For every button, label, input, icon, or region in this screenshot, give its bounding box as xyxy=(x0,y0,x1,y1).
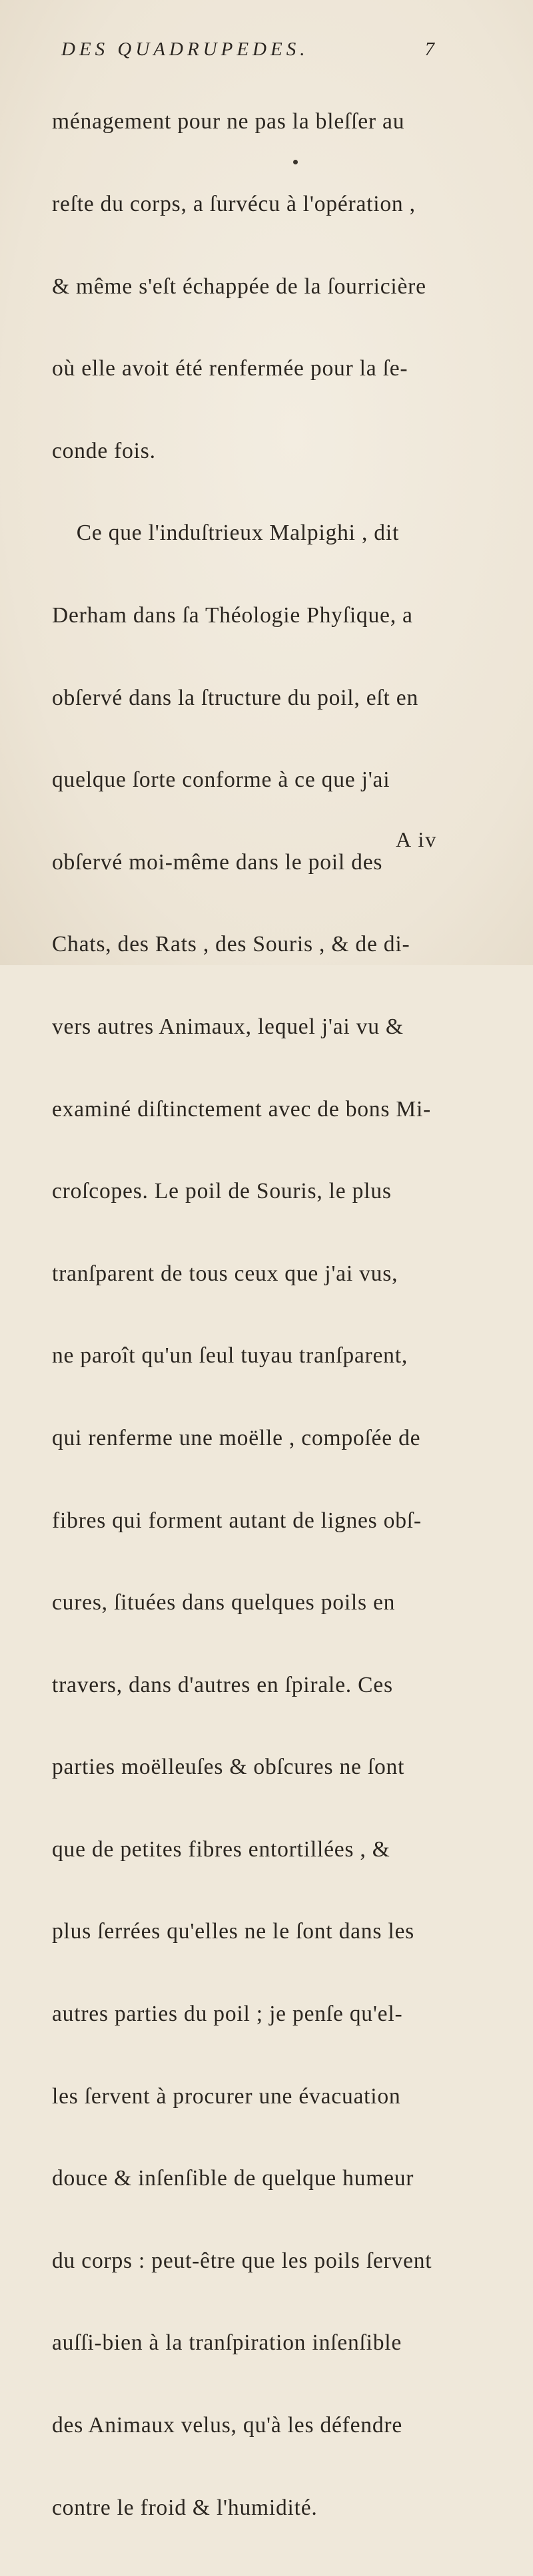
signature-mark: A iv xyxy=(396,827,438,851)
text-line: obſervé moi-même dans le poil des xyxy=(52,849,383,875)
text-line: douce & inſenſible de quelque humeur xyxy=(52,2166,414,2191)
running-title: DES QUADRUPEDES. xyxy=(61,39,309,60)
text-line: qui renferme une moëlle , compoſée de xyxy=(52,1425,421,1450)
text-line: examiné diſtinctement avec de bons Mi- xyxy=(52,1096,432,1122)
text-line: & même s'eſt échappée de la ſourricière xyxy=(52,274,426,299)
page-number: 7 xyxy=(424,39,434,60)
text-line: croſcopes. Le poil de Souris, le plus xyxy=(52,1179,392,1204)
text-line: des Animaux velus, qu'à les défendre xyxy=(52,2413,403,2438)
text-line: vers autres Animaux, lequel j'ai vu & xyxy=(52,1014,404,1039)
text-line: plus ſerrées qu'elles ne le ſont dans les xyxy=(52,1919,414,1944)
text-line: fibres qui forment autant de lignes obſ- xyxy=(52,1508,422,1533)
text-line: parties moëlleuſes & obſcures ne ſont xyxy=(52,1755,405,1780)
text-line: quelque ſorte conforme à ce que j'ai xyxy=(52,767,390,793)
text-line: ménagement pour ne pas la bleſſer au xyxy=(52,109,405,134)
body-text xyxy=(52,53,438,2576)
text-line: Ce que l'induſtrieux Malpighi , dit xyxy=(52,521,400,546)
text-line: où elle avoit été renfermée pour la ſe- xyxy=(52,356,408,381)
text-line: obſervé dans la ſtructure du poil, eſt en xyxy=(52,685,419,710)
text-line: cures, ſituées dans quelques poils en xyxy=(52,1590,396,1615)
text-line: du corps : peut-être que les poils ſervent xyxy=(52,2248,432,2273)
text-line: reſte du corps, a ſurvécu à l'opération , xyxy=(52,192,416,216)
text-line: Chats, des Rats , des Souris , & de di- xyxy=(52,932,410,957)
text-line: que de petites fibres entortillées , & xyxy=(52,1836,390,1862)
text-line: autres parties du poil ; je penſe qu'el- xyxy=(52,2002,403,2027)
text-line: tranſparent de tous ceux que j'ai vus, xyxy=(52,1261,398,1286)
text-line: ne paroît qu'un ſeul tuyau tranſparent, xyxy=(52,1343,408,1369)
text-line: conde fois. xyxy=(52,438,156,463)
text-line: contre le froid & l'humidité. xyxy=(52,2495,318,2520)
text-line: auſſi-bien à la tranſpiration inſenſible xyxy=(52,2330,402,2356)
text-line: travers, dans d'autres en ſpirale. Ces xyxy=(52,1672,393,1697)
text-line: les ſervent à procurer une évacuation xyxy=(52,2083,401,2109)
text-line: Derham dans ſa Théologie Phyſique, a xyxy=(52,602,413,628)
